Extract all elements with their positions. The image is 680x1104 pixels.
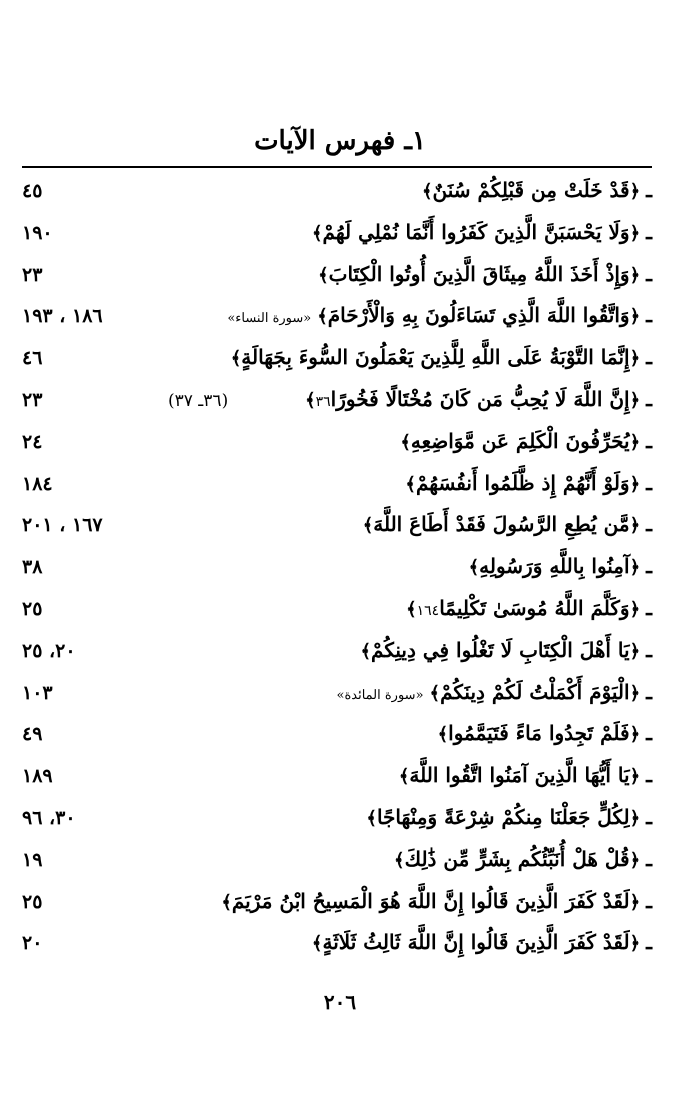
verse-entry [469, 554, 652, 578]
verse-text: قُلْ هَلْ أُنَبِّئُكُم بِشَرٍّ مِّن ذَٰلِكَ [404, 846, 630, 871]
row-dash: ـ [646, 846, 652, 871]
verse-entry [312, 220, 652, 244]
page-references: ٤٩ [22, 723, 43, 746]
page-references: ٤٥ [22, 180, 43, 202]
verse-close-ornament: ﴾ [394, 849, 405, 871]
verse-open-ornament: ﴿ [629, 557, 641, 579]
verse-text: آمِنُوا بِاللَّهِ وَرَسُولِهِ [479, 554, 630, 579]
verse-open-ornament: ﴿ [629, 264, 641, 286]
verse-open-ornament: ﴿ [629, 515, 641, 537]
index-row [22, 423, 652, 465]
verse-text: لَقَدْ كَفَرَ الَّذِينَ قَالُوا إِنَّ اللَّهَ ثَالِثُ ثَلَاثَةٍ [322, 930, 630, 955]
title-divider [22, 166, 652, 168]
verse-entry [231, 345, 652, 369]
verse-entry [366, 805, 652, 829]
verse-open-ornament: ﴿ [629, 389, 641, 411]
row-dash: ـ [646, 637, 652, 662]
verse-text: لَقَدْ كَفَرَ الَّذِينَ قَالُوا إِنَّ اللَّهَ هُوَ الْمَسِيحُ ابْنُ مَرْيَمَ [231, 888, 630, 913]
index-row [22, 590, 652, 632]
row-dash: ـ [646, 679, 652, 704]
verse-entry [405, 471, 652, 495]
index-row [22, 924, 652, 966]
verse-open-ornament: ﴿ [629, 431, 641, 453]
row-dash: ـ [646, 721, 652, 746]
verse-close-ornament: ﴾ [311, 933, 323, 955]
verse-open-ornament: ﴿ [629, 849, 641, 871]
verse-entry [318, 262, 652, 286]
page-references: ١٩٠ [22, 221, 53, 244]
verse-entry [227, 303, 652, 327]
verse-entry [305, 387, 652, 411]
index-row [22, 214, 652, 256]
row-dash: ـ [646, 261, 652, 286]
index-row [22, 715, 652, 757]
row-dash: ـ [646, 178, 652, 202]
verse-close-ornament: ﴾ [405, 473, 416, 495]
page-references: ٤٦ [22, 347, 43, 370]
page-references: ٢٤ [22, 430, 43, 453]
verse-close-ornament: ﴾ [305, 389, 316, 411]
verse-entry [394, 847, 652, 871]
verse-text: وَلَوْ أَنَّهُمْ إِذ ظَّلَمُوا أَنفُسَهُمْ [415, 470, 630, 495]
ayah-number-marker: ١٦٤ [416, 602, 440, 619]
verse-open-ornament: ﴿ [629, 766, 641, 788]
verse-open-ornament: ﴿ [629, 598, 641, 620]
row-dash: ـ [646, 219, 652, 244]
page-references: ٢٣ [22, 263, 43, 286]
index-row [22, 381, 652, 423]
index-row [22, 465, 652, 507]
index-row [22, 506, 652, 548]
verse-close-ornament: ﴾ [400, 431, 411, 453]
page-title: ١ـ فهرس الآيات [254, 126, 426, 156]
index-row [22, 297, 652, 339]
page-references: ١٠٣ [22, 681, 53, 704]
verse-open-ornament: ﴿ [629, 473, 641, 495]
verse-open-ornament: ﴿ [629, 306, 641, 328]
verse-open-ornament: ﴿ [629, 222, 641, 244]
verse-open-ornament: ﴿ [629, 640, 641, 662]
page-references: ٢٠ [22, 932, 43, 955]
page-references: ٢٠، ٢٥ [22, 639, 76, 662]
surah-label: «سورة المائدة» [336, 687, 424, 703]
verse-text: وَاتَّقُوا اللَّهَ الَّذِي تَسَاءَلُونَ بِهِ وَالْأَرْحَامَ [327, 303, 630, 328]
row-dash: ـ [646, 470, 652, 495]
page-references: ١٨٦ ، ١٩٣ [22, 305, 103, 328]
verse-entry [336, 680, 652, 704]
row-dash: ـ [646, 303, 652, 328]
page-references: ٢٣ [22, 388, 43, 411]
verse-entry [363, 512, 652, 536]
page-references: ١٨٤ [22, 472, 53, 495]
verse-close-ornament: ﴾ [318, 264, 329, 286]
row-dash: ـ [646, 345, 652, 370]
ayah-number-marker: ٣٦ [315, 393, 331, 410]
row-dash: ـ [646, 512, 652, 537]
index-row [22, 757, 652, 799]
verse-close-ornament: ﴾ [468, 557, 480, 579]
verse-close-ornament: ﴾ [230, 348, 242, 370]
index-row [22, 799, 652, 841]
verse-close-ornament: ﴾ [421, 181, 433, 202]
verse-text: وَلَا يَحْسَبَنَّ الَّذِينَ كَفَرُوا أَنَّمَا نُمْلِي لَهُمْ [322, 219, 630, 244]
verse-text: إِنَّ اللَّهَ لَا يُحِبُّ مَن كَانَ مُخْتَالًا فَخُورًا [330, 386, 630, 411]
index-row [22, 883, 652, 925]
verse-text: لِكُلٍّ جَعَلْنَا مِنكُمْ شِرْعَةً وَمِنْهَاجًا [376, 804, 630, 829]
verse-entry [312, 930, 652, 954]
verse-close-ornament: ﴾ [437, 724, 449, 746]
index-row [22, 632, 652, 674]
index-row [22, 172, 652, 214]
verse-entry [399, 763, 652, 787]
verse-close-ornament: ﴾ [221, 891, 232, 913]
row-dash: ـ [646, 804, 652, 829]
verse-text: وَإِذْ أَخَذَ اللَّهُ مِيثَاقَ الَّذِينَ أُوتُوا الْكِتَابَ [328, 261, 630, 286]
row-dash: ـ [646, 554, 652, 579]
page-references: ٣٨ [22, 556, 43, 579]
row-dash: ـ [646, 386, 652, 411]
verse-entry [422, 178, 652, 202]
surah-label: «سورة النساء» [227, 311, 312, 327]
verse-open-ornament: ﴿ [629, 682, 641, 704]
verse-text: فَلَمْ تَجِدُوا مَاءً فَتَيَمَّمُوا [448, 721, 630, 746]
verse-text: يَا أَيُّهَا الَّذِينَ آمَنُوا اتَّقُوا اللَّهَ [409, 763, 630, 788]
index-row [22, 841, 652, 883]
verse-text: مَّن يُطِعِ الرَّسُولَ فَقَدْ أَطَاعَ اللَّهَ [373, 512, 630, 537]
verse-text: وَكَلَّمَ اللَّهُ مُوسَىٰ تَكْلِيمًا [439, 595, 630, 620]
index-row [22, 548, 652, 590]
verse-open-ornament: ﴿ [629, 724, 641, 746]
index-row [22, 674, 652, 716]
page-references: ٢٥ [22, 597, 43, 620]
verse-index-list [22, 172, 652, 966]
verse-close-ornament: ﴾ [317, 306, 328, 328]
page-references: ١٨٩ [22, 765, 53, 788]
row-dash: ـ [646, 763, 652, 788]
verse-entry [400, 429, 652, 453]
row-dash: ـ [646, 595, 652, 620]
index-row [22, 256, 652, 298]
page-references: ٣٠، ٩٦ [22, 806, 76, 829]
verse-close-ornament: ﴾ [366, 807, 377, 829]
verse-close-ornament: ﴾ [362, 515, 374, 537]
row-dash: ـ [646, 888, 652, 913]
verse-entry [360, 638, 652, 662]
verse-text: إِنَّمَا التَّوْبَةُ عَلَى اللَّهِ لِلَّذِينَ يَعْمَلُونَ السُّوءَ بِجَهَالَةٍ [241, 345, 630, 370]
verse-text: يَا أَهْلَ الْكِتَابِ لَا تَغْلُوا فِي دِينِكُمْ [371, 637, 630, 662]
verse-entry [221, 889, 652, 913]
verse-entry [438, 721, 652, 745]
verse-text: الْيَوْمَ أَكْمَلْتُ لَكُمْ دِينَكُمْ [440, 679, 630, 704]
verse-close-ornament: ﴾ [360, 640, 372, 662]
verse-open-ornament: ﴿ [629, 891, 641, 913]
verse-text: قَدْ خَلَتْ مِن قَبْلِكُمْ سُنَنٌ [432, 178, 630, 202]
verse-text: يُحَرِّفُونَ الْكَلِمَ عَن مَّوَاضِعِهِ [410, 428, 630, 453]
page-references: ١٦٧ ، ٢٠١ [22, 514, 103, 537]
verse-close-ornament: ﴾ [429, 682, 441, 704]
verse-close-ornament: ﴾ [398, 766, 410, 788]
verse-entry [406, 596, 652, 620]
verse-close-ornament: ﴾ [311, 222, 323, 244]
page-number: ٢٠٦ [323, 990, 357, 1014]
verse-open-ornament: ﴿ [629, 933, 641, 955]
row-dash: ـ [646, 930, 652, 955]
row-dash: ـ [646, 428, 652, 453]
verse-open-ornament: ﴿ [629, 807, 641, 829]
verse-open-ornament: ﴿ [629, 348, 641, 370]
verse-range: (٣٦ـ ٣٧) [168, 390, 229, 411]
verse-open-ornament: ﴿ [629, 181, 641, 202]
index-row [22, 339, 652, 381]
page-references: ٢٥ [22, 890, 43, 913]
verse-close-ornament: ﴾ [406, 598, 417, 620]
page-references: ١٩ [22, 848, 43, 871]
